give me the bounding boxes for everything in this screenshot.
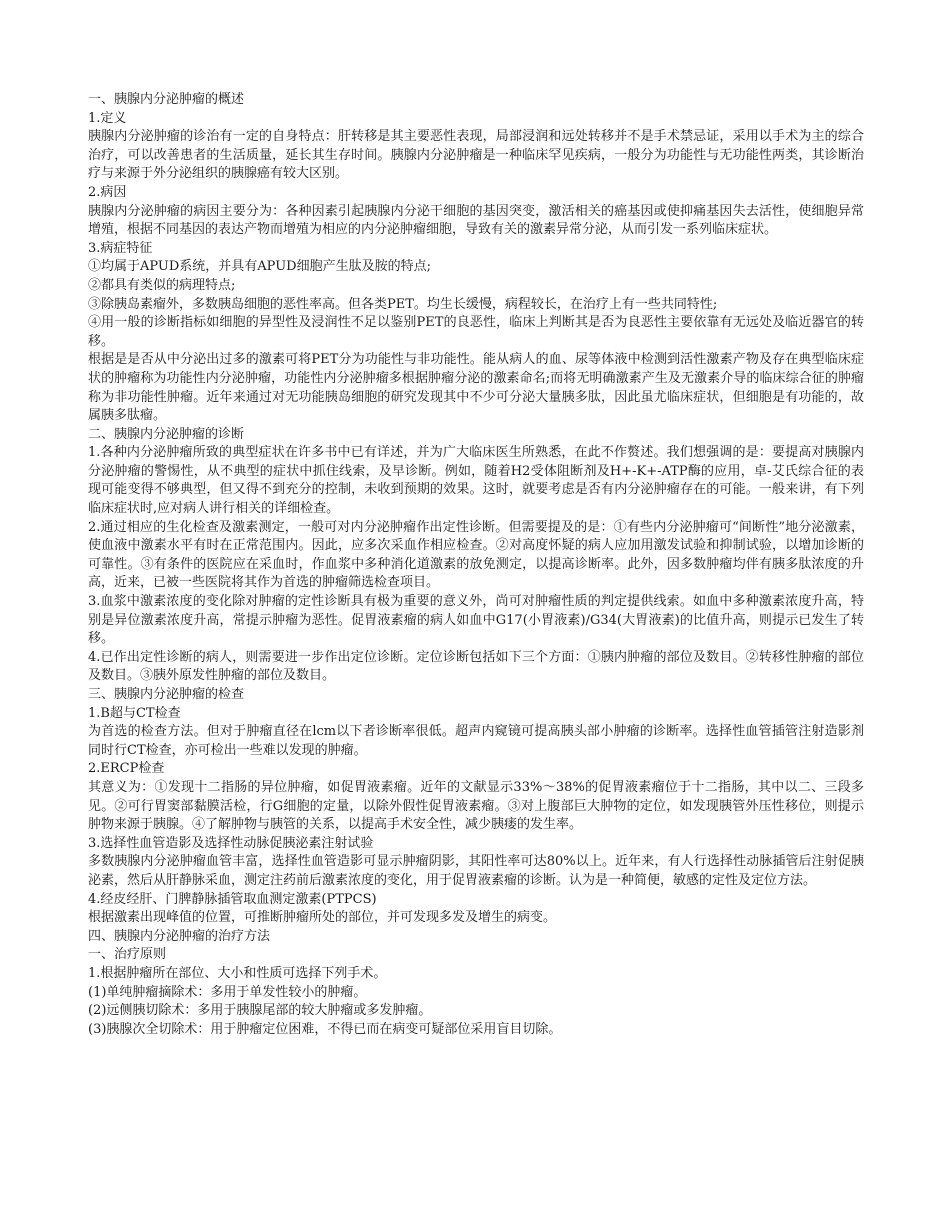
subheading-features: 3.病症特征 <box>88 240 153 256</box>
feature-item-4: ④用一般的诊断指标如细胞的异型性及浸润性不足以鉴别PET的良恶性，临床上判断其是否为良恶性主要依靠有无远处及临近器官的转移。 <box>88 315 864 349</box>
subheading-ultrasound-ct: 1.B超与CT检查 <box>88 705 181 721</box>
feature-item-3: ③除胰岛素瘤外，多数胰岛细胞的恶性率高。但各类PET。均生长缓慢，病程较长，在治疗上有一些共同特性; <box>88 296 718 312</box>
subheading-ptpcs: 4.经皮经肝、门脾静脉插管取血测定激素(PTPCS) <box>88 891 377 907</box>
subheading-ercp: 2.ERCP检查 <box>88 761 165 777</box>
document-page <box>88 91 864 1039</box>
section-heading-treatment: 四、胰腺内分泌肿瘤的治疗方法 <box>88 928 271 944</box>
treatment-option-3: (3)胰腺次全切除术：用于肿瘤定位困难，不得已而在病变可疑部位采用盲目切除。 <box>88 1021 562 1037</box>
paragraph-classification: 根据是是否从中分泌出过多的激素可将PET分为功能性与非功能性。能从病人的血、尿等体液中检测到活性激素产物及存在典型临床症状的肿瘤称为功能性内分泌肿瘤，功能性内分泌肿瘤多根据肿瘤分泌的激素命名;而将无明确激素产生及无激素介导的临床综合征的肿瘤称为非功能性肿瘤。近年来通过对无功能胰岛细胞的研究发现其中不少可分泌大量胰多肽，因此虽尤临床症状，但细胞是有功能的，故属胰多肽瘤。 <box>88 352 864 424</box>
section-heading-overview: 一、胰腺内分泌肿瘤的概述 <box>88 92 245 107</box>
diagnosis-item-1: 1.各种内分泌肿瘤所致的典型症状在许多书中已有详述，并为广大临床医生所熟悉，在此不作赘述。我们想强调的是：要提高对胰腺内分泌肿瘤的警惕性，从不典型的症状中抓住线索，及早诊断。例如，随着H2受体阻断剂及H+-K+-ATP酶的应用，卓-艾氏综合征的表现可能变得不够典型，但又得不到充分的控制，未收到预期的效果。这时，就要考虑是否有内分泌肿瘤存在的可能。一般来讲，有下列临床症状时,应对病人讲行相关的详细检查。 <box>88 445 864 517</box>
diagnosis-item-2: 2.通过相应的生化检查及激素测定，一般可对内分泌肿瘤作出定性诊断。但需要提及的是：①有些内分泌肿瘤可“间断性”地分泌激素，使血液中激素水平有时在正常范围内。因此，应多次采血作相应检查。②对高度怀疑的病人应加用激发试验和抑制试验，以增加诊断的可靠性。③有条件的医院应在采血时，作血浆中多种消化道激素的放免测定，以提高诊断率。此外，因多数肿瘤均伴有胰多肽浓度的升高，近来，已被一些医院将其作为首选的肿瘤筛选检查项目。 <box>88 519 864 591</box>
paragraph-ultrasound-ct: 为首选的检查方法。但对于肿瘤直径在lcm以下者诊断率很低。超声内窥镜可提高胰头部小肿瘤的诊断率。选择性血管插管注射造影剂同时行CT检查，亦可检出一些难以发现的肿瘤。 <box>88 724 864 758</box>
subheading-definition: 1.定义 <box>88 110 127 126</box>
section-heading-diagnosis: 二、胰腺内分泌肿瘤的诊断 <box>88 426 245 442</box>
diagnosis-item-4: 4.已作出定性诊断的病人，则需要进一步作出定位诊断。定位诊断包括如下三个方面：①胰内肿瘤的部位及数目。②转移性肿瘤的部位及数目。③胰外原发性肿瘤的部位及数目。 <box>88 649 864 684</box>
subheading-angiography: 3.选择性血管造影及选择性动脉促胰泌素注射试验 <box>88 835 374 851</box>
feature-item-1: ①均属于APUD系统，并具有APUD细胞产生肽及胺的特点; <box>88 259 431 275</box>
subheading-treatment-principles: 一、治疗原则 <box>88 947 167 963</box>
paragraph-definition: 胰腺内分泌肿瘤的诊治有一定的自身特点：肝转移是其主要恶性表现，局部浸润和远处转移并不是手术禁忌证，采用以手术为主的综合治疗，可以改善患者的生活质量，延长其生存时间。胰腺内分泌肿瘤是一种临床罕见疾病，一般分为功能性与无功能性两类，其诊断治疗与来源于外分泌组织的胰腺癌有较大区别。 <box>88 129 864 182</box>
treatment-option-2: (2)远侧胰切除术：多用于胰腺尾部的较大肿瘤或多发肿瘤。 <box>88 1003 432 1019</box>
treatment-item-1: 1.根据肿瘤所在部位、大小和性质可选择下列手术。 <box>88 965 387 981</box>
paragraph-ptpcs: 根据激素出现峰值的位置，可推断肿瘤所处的部位，并可发现多发及增生的病变。 <box>88 910 557 926</box>
paragraph-etiology: 胰腺内分泌肿瘤的病因主要分为：各种因素引起胰腺内分泌干细胞的基因突变，激活相关的癌基因或使抑痛基因失去活性，使细胞异常增殖，根据不同基因的表达产物而增殖为相应的内分泌肿瘤细胞，导致有关的激素异常分泌，从而引发一系列临床症状。 <box>88 203 864 238</box>
paragraph-ercp: 其意义为：①发现十二指肠的异位肿瘤，如促胃液素瘤。近年的文献显示33%～38%的促胃液素瘤位于十二指肠，其中以二、三段多见。②可行胃窦部黏膜活检，行G细胞的定量，以除外假性促胃液素瘤。③对上腹部巨大肿物的定位，如发现胰管外压性移位，则提示肿物来源于胰腺。④了解肿物与胰管的关系，以提高手术安全性，减少胰瘘的发生率。 <box>88 779 864 833</box>
treatment-option-1: (1)单纯肿瘤摘除术：多用于单发性较小的肿瘤。 <box>88 984 367 1000</box>
section-heading-examination: 三、胰腺内分泌肿瘤的检查 <box>88 687 245 702</box>
feature-item-2: ②都具有类似的病理特点; <box>88 277 236 293</box>
subheading-etiology: 2.病因 <box>88 184 127 200</box>
diagnosis-item-3: 3.血浆中激素浓度的变化除对肿瘤的定性诊断具有极为重要的意义外，尚可对肿瘤性质的判定提供线索。如血中多种激素浓度升高，特别是异位激素浓度升高，常提示肿瘤为恶性。促胃液素瘤的病人如血中G17(小胃液素)/G34(大胃液素)的比值升高，则提示已发生了转移。 <box>88 594 864 647</box>
paragraph-angiography: 多数胰腺内分泌肿瘤血管丰富，选择性血管造影可显示肿瘤阴影，其阳性率可达80%以上。近年来，有人行选择性动脉插管后注射促胰泌素，然后从肝静脉采血，测定注药前后激素浓度的变化，用于促胃液素瘤的诊断。认为是一种简便，敏感的定性及定位方法。 <box>88 854 864 888</box>
